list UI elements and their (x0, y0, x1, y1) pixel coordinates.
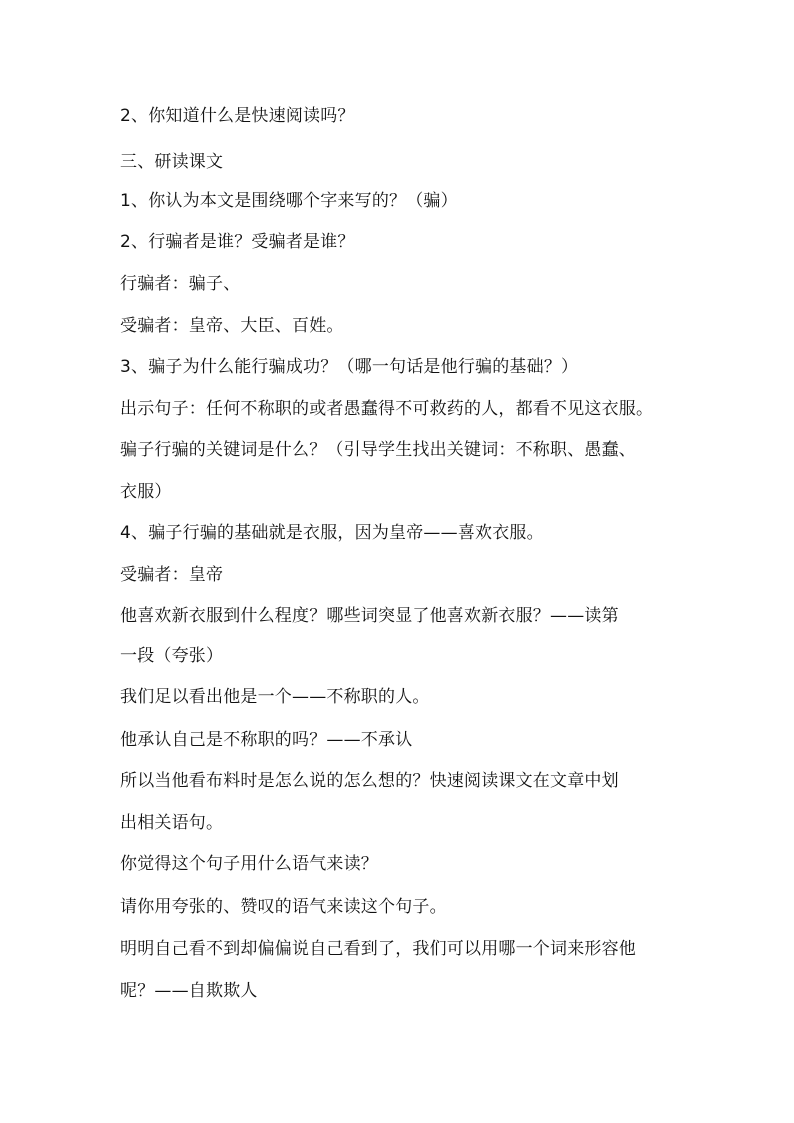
text-line-7: 3、骗子为什么能行骗成功？（哪一句话是他行骗的基础？） (120, 357, 579, 377)
text-line-21: 明明自己看不到却偏偏说自己看到了，我们可以用哪一个词来形容他 (120, 939, 636, 959)
text-line-16: 他承认自己是不称职的吗？——不承认 (120, 730, 413, 750)
text-line-3: 1、你认为本文是围绕哪个字来写的？（骗） (120, 191, 458, 211)
text-line-6: 受骗者：皇帝、大臣、百姓。 (120, 316, 344, 336)
text-line-4: 2、行骗者是谁？受骗者是谁？ (120, 232, 355, 252)
section-heading: 三、研读课文 (120, 152, 224, 172)
text-line-18: 出相关语句。 (120, 813, 224, 833)
text-line-19: 你觉得这个句子用什么语气来读？ (120, 854, 378, 874)
text-line-8: 出示句子：任何不称职的或者愚蠢得不可救药的人，都看不见这衣服。 (120, 399, 654, 419)
text-line-14: 一段（夸张） (120, 646, 224, 666)
text-line-5: 行骗者：骗子、 (120, 274, 241, 294)
text-line-9: 骗子行骗的关键词是什么？（引导学生找出关键词：不称职、愚蠢、 (120, 440, 636, 460)
text-line-20: 请你用夸张的、赞叹的语气来读这个句子。 (120, 897, 447, 917)
text-line-15: 我们足以看出他是一个——不称职的人。 (120, 687, 430, 707)
text-line-11: 4、骗子行骗的基础就是衣服，因为皇帝——喜欢衣服。 (120, 523, 544, 543)
text-line-12: 受骗者：皇帝 (120, 565, 224, 585)
text-line-10: 衣服） (120, 482, 172, 502)
text-line-17: 所以当他看布料时是怎么说的怎么想的？快速阅读课文在文章中划 (120, 771, 619, 791)
text-line-1: 2、你知道什么是快速阅读吗？ (120, 106, 355, 126)
text-line-22: 呢？——自欺欺人 (120, 981, 258, 1001)
text-line-13: 他喜欢新衣服到什么程度？哪些词突显了他喜欢新衣服？——读第 (120, 606, 619, 626)
